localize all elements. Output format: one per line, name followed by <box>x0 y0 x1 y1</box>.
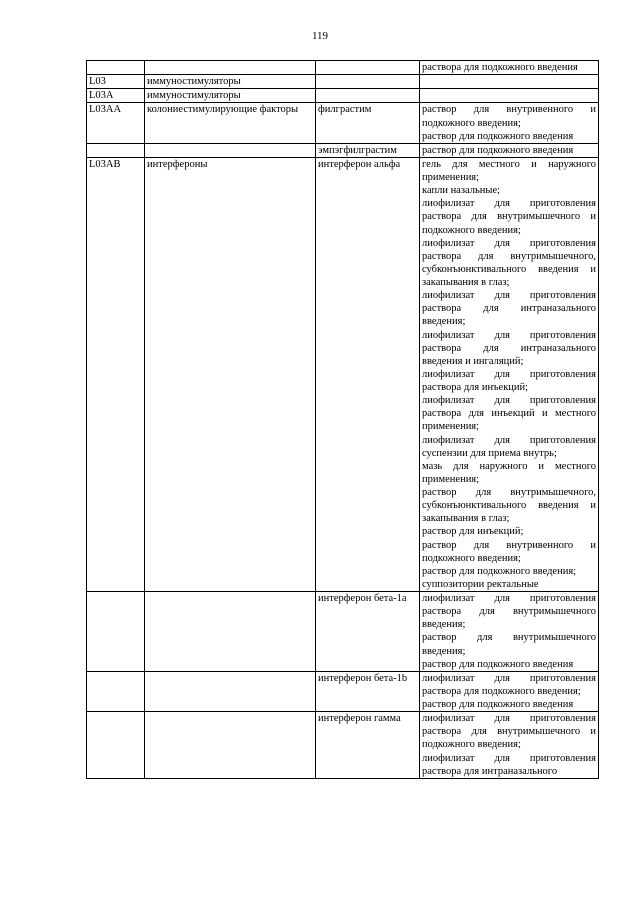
dosage-forms-cell <box>420 143 599 157</box>
dosage-forms-cell <box>420 592 599 672</box>
dosage-form-item: раствор для подкожного введения; <box>422 565 577 577</box>
dosage-forms-cell <box>420 712 599 779</box>
dosage-form-item: лиофилизат для приготовления раствора для подкожного введения; <box>422 672 596 697</box>
table-row <box>87 75 599 89</box>
dosage-form-item: раствор для внутримышечного введения; <box>422 632 596 657</box>
dosage-form-item: раствор для внутривенного и подкожного введения; <box>422 104 596 129</box>
atc-code-cell <box>87 143 145 157</box>
group-name-cell <box>145 143 316 157</box>
atc-code-cell <box>87 61 145 75</box>
dosage-form-item: капли назальные; <box>422 185 501 197</box>
substance-cell <box>316 61 420 75</box>
substance-cell <box>316 89 420 103</box>
dosage-form-item: суппозитории ректальные <box>422 578 539 590</box>
group-name-cell: интерфероны <box>145 157 316 591</box>
substance-cell: эмпэгфилграстим <box>316 143 420 157</box>
substance-cell: интерферон бета-1b <box>316 671 420 711</box>
group-name-cell <box>145 61 316 75</box>
dosage-form-item: раствор для подкожного введения <box>422 699 574 710</box>
table-row <box>87 671 599 711</box>
group-name-cell: иммуностимуляторы <box>145 89 316 103</box>
dosage-form-item: раствор для инъекций; <box>422 526 524 538</box>
substance-cell: интерферон гамма <box>316 712 420 779</box>
substance-cell <box>316 75 420 89</box>
group-name-cell <box>145 712 316 779</box>
atc-code-cell: L03AA <box>87 103 145 143</box>
atc-code-cell: L03A <box>87 89 145 103</box>
table-row <box>87 712 599 779</box>
atc-code-cell: L03 <box>87 75 145 89</box>
dosage-forms-cell <box>420 671 599 711</box>
group-name-cell <box>145 671 316 711</box>
dosage-form-item: раствора для подкожного введения <box>422 62 578 73</box>
dosage-form-item: раствор для внутривенного и подкожного введения; <box>422 539 596 564</box>
table-row <box>87 592 599 672</box>
dosage-form-item: лиофилизат для приготовления раствора для внутримышечного введения; <box>422 593 596 631</box>
dosage-form-item: раствор для подкожного введения <box>422 658 574 670</box>
atc-code-cell: L03AB <box>87 157 145 591</box>
group-name-cell <box>145 592 316 672</box>
page-number: 119 <box>311 30 329 42</box>
dosage-forms-cell <box>420 61 599 75</box>
table-row <box>87 89 599 103</box>
table-row <box>87 103 599 143</box>
dosage-form-item: лиофилизат для приготовления раствора для инъекций и местного применения; <box>422 395 596 433</box>
dosage-form-item: лиофилизат для приготовления суспензии для приема внутрь; <box>422 434 596 459</box>
medicines-table <box>86 60 599 779</box>
group-name-cell: иммуностимуляторы <box>145 75 316 89</box>
table-row <box>87 143 599 157</box>
dosage-form-item: лиофилизат для приготовления раствора для интраназального введения; <box>422 290 596 328</box>
dosage-forms-cell <box>420 103 599 143</box>
dosage-forms-cell <box>420 89 599 103</box>
dosage-form-item: раствор для внутримышечного, субконъюнктивального введения и закапывания в глаз; <box>422 487 596 525</box>
atc-code-cell <box>87 712 145 779</box>
atc-code-cell <box>87 592 145 672</box>
dosage-form-item: лиофилизат для приготовления раствора для инъекций; <box>422 368 596 393</box>
dosage-form-item: лиофилизат для приготовления раствора для внутримышечного и подкожного введения; <box>422 198 596 236</box>
substance-cell: филграстим <box>316 103 420 143</box>
group-name-cell: колониестимулирующие факторы <box>145 103 316 143</box>
atc-code-cell <box>87 671 145 711</box>
table-row <box>87 61 599 75</box>
dosage-forms-cell <box>420 157 599 591</box>
dosage-form-item: раствор для подкожного введения <box>422 130 574 142</box>
dosage-form-item: мазь для наружного и местного применения; <box>422 460 596 485</box>
dosage-form-item: гель для местного и наружного применения; <box>422 158 596 183</box>
table-row <box>87 157 599 591</box>
dosage-form-item: лиофилизат для приготовления раствора для внутримышечного, субконъюнктивального введения и закапывания в глаз; <box>422 237 596 288</box>
substance-cell: интерферон альфа <box>316 157 420 591</box>
dosage-form-item: раствор для подкожного введения <box>422 144 574 156</box>
dosage-form-item: лиофилизат для приготовления раствора для интраназального введения и ингаляций; <box>422 329 596 367</box>
dosage-forms-cell <box>420 75 599 89</box>
substance-cell: интерферон бета-1a <box>316 592 420 672</box>
dosage-form-item: лиофилизат для приготовления раствора для внутримышечного и подкожного введения; <box>422 713 596 751</box>
dosage-form-item: лиофилизат для приготовления раствора для интраназального <box>422 752 596 777</box>
